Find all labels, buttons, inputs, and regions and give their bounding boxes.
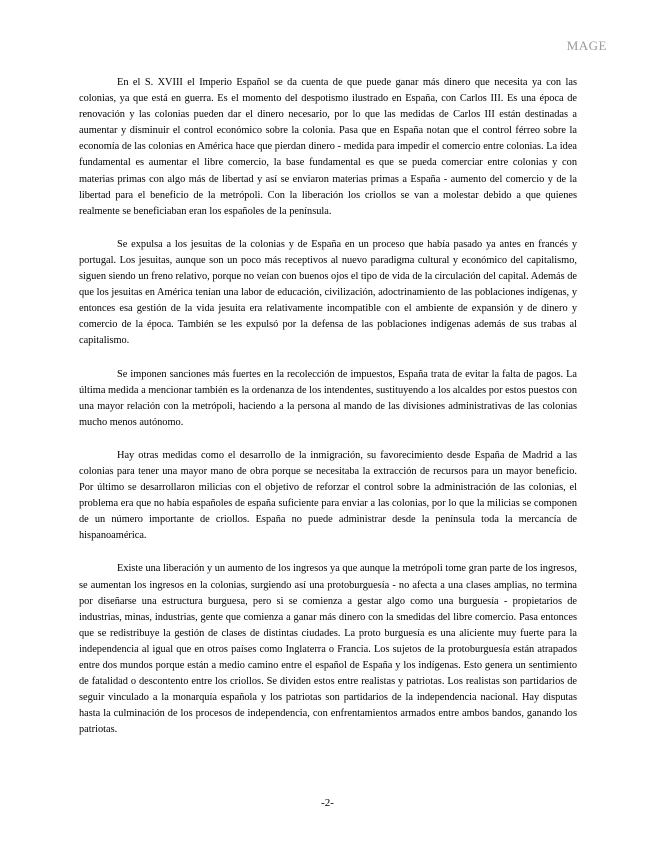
document-body (79, 75, 577, 755)
page-header-label: MAGE (566, 38, 607, 53)
page-number: -2- (321, 797, 334, 809)
paragraph-2: Se expulsa a los jesuitas de la colonias y de España en un proceso que había pasado ya antes en francés y portugal. Los jesuitas, aunque son un poco más receptivos al nuevo paradigma cultural y económico del capitalismo, siguen siendo un freno relativo, porque no veían con buenos ojos el tipo de vida de la circulación del capital. Además de que los jesuitas en América tenían una labor de educación, civilización, adoctrinamiento de las poblaciones indígenas, y entonces esa gestión de la vida jesuita era relativamente incompatible con el ambiente de expansión y de dinero y comercio de la época. También se les expulsó por la defensa de las poblaciones indígenas además de sus trabas al capitalismo. (79, 238, 577, 347)
paragraph-3: Se imponen sanciones más fuertes en la recolección de impuestos, España trata de evitar la falta de pagos. La última medida a mencionar también es la ordenanza de los intendentes, sustituyendo a los alcaldes por estos puestos con una mayor relación con la metrópoli, haciendo a la persona al mando de las divisiones administrativas de las colonias mucho menos autónomo. (79, 368, 577, 428)
paragraph-5: Existe una liberación y un aumento de los ingresos ya que aunque la metrópoli tome gran parte de los ingresos, se aumentan los ingresos en la colonias, surgiendo así una protoburguesía - no afecta a una clases amplias, no termina por diseñarse una estructura burguesa, pero si se comienza a gestar algo como una burguesía - propietarios de industrias, minas, industrias, gente que comienza a ganar más dinero con la smedidas del libre comercio. Pasa entonces que se redistribuye la gestión de clases de distintas ciudades. La proto burguesía es una aliciente muy fuerte para la independencia al igual que en otros países como Inglaterra o Francia. Los sujetos de la protoburguesía están atrapados entre dos mundos porque están a medio camino entre el español de España y los indígenas. Esto genera un sentimiento de fatalidad o descontento entre los criollos. Se dividen estos entre realistas y patriotas. Los realistas son partidarios de seguir vinculado a la monarquía española y los patriotas son partidarios de la independencia nacional. Hay disputas hasta la culminación de los procesos de independencia, con enfrentamientos armados entre ambos bandos, ganando los patriotas. (79, 563, 577, 736)
paragraph-4: Hay otras medidas como el desarrollo de la inmigración, su favorecimiento desde España de Madrid a las colonias para tener una mayor mano de obra porque se necesitaba la extracción de recursos para un mayor beneficio. Por último se desarrollaron milicias con el objetivo de reforzar el control sobre la administración de las colonias, el problema era que no había españoles de españa suficiente para enviar a las colonias, por lo que la milicias se componen de un número importante de criollos. España no puede administrar desde la península toda la mercancía de hispanoamérica. (79, 449, 577, 542)
paragraph-1: En el S. XVIII el Imperio Español se da cuenta de que puede ganar más dinero que necesita ya con las colonias, ya que está en guerra. Es el momento del despotismo ilustrado en España, con Carlos III. Es una época de renovación y las colonias pueden dar el dinero necesario, por lo que las medidas de Carlos III están destinadas a aumentar y disminuir el control económico sobre la colonia. Pasa que en España notan que el control férreo sobre la economía de las colonias en América hace que pierdan dinero - medida para impedir el comercio entre colonias. La idea fundamental es aumentar el libre comercio, la base fundamental es que se pueda comerciar entre colonias y con materias primas con algo más de libertad y así se enviaron materias primas a España - aumento del comercio y de la libertad para el beneficio de la metrópoli. Con la liberación los criollos se van a molestar debido a que quienes realmente se beneficiaban eran los españoles de la península. (79, 77, 577, 217)
